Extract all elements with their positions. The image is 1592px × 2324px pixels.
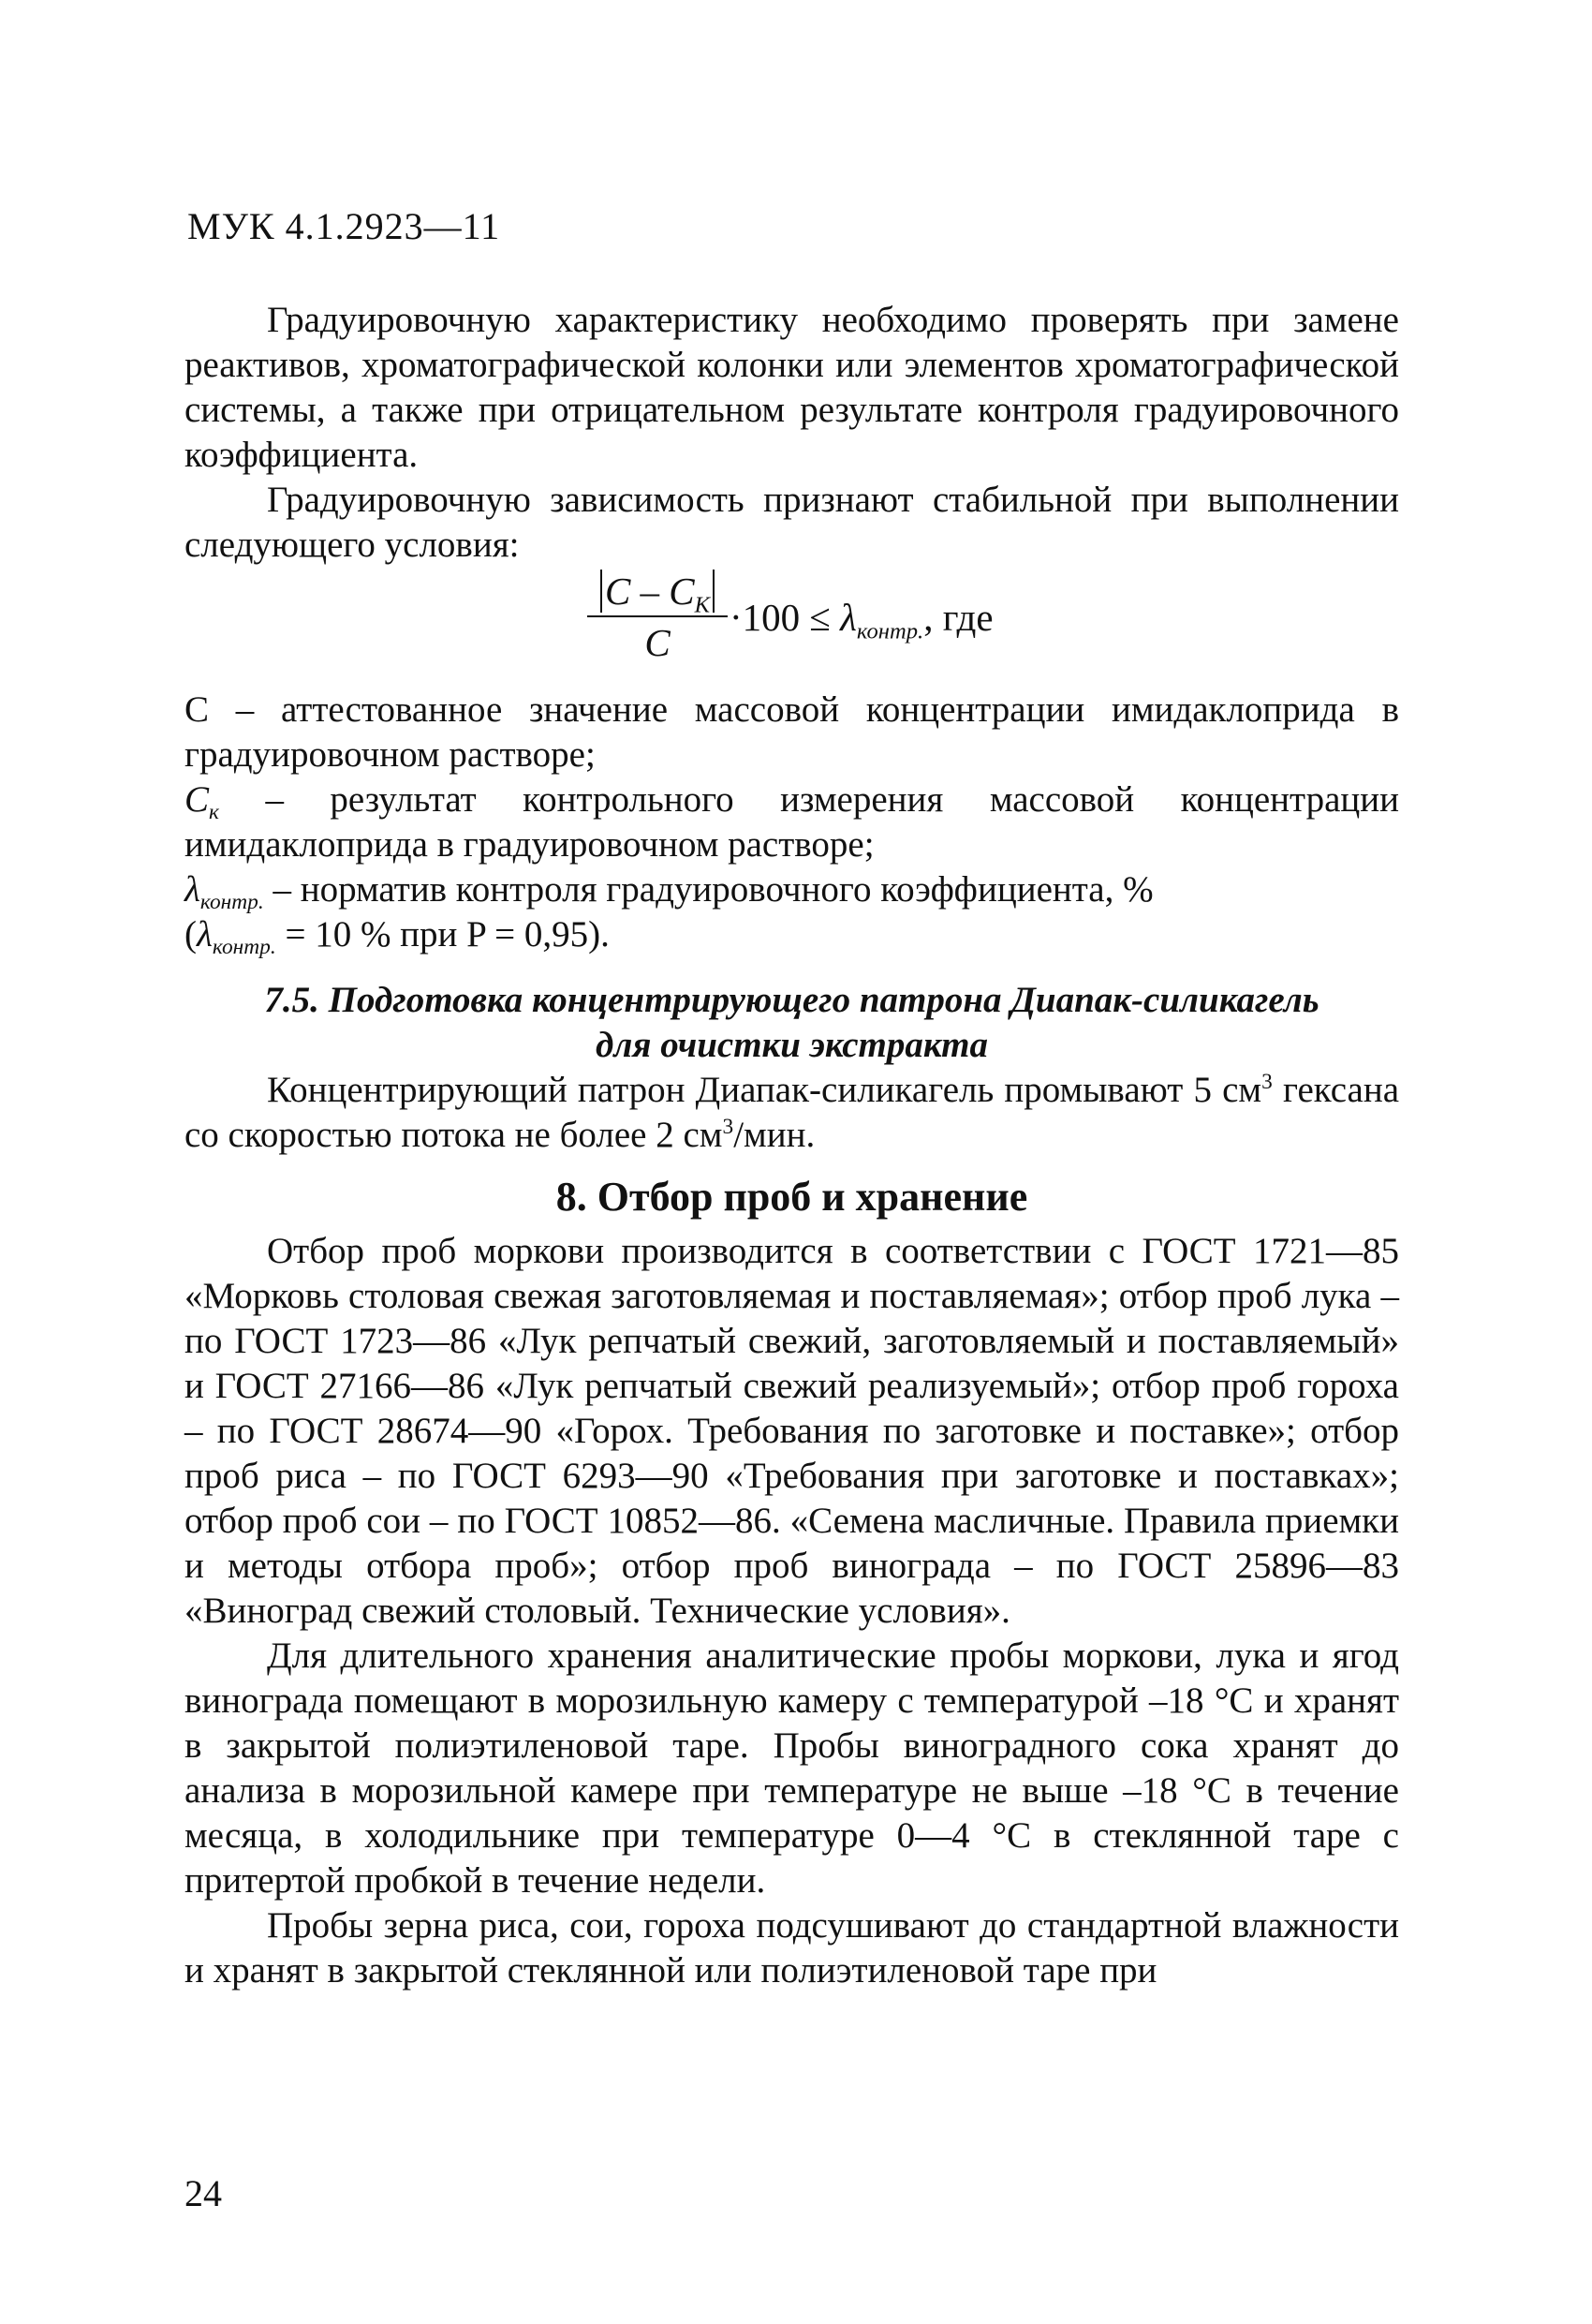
paragraph-stability-condition: Градуировочную зависимость признают стабильной при выполнении следующего условия: xyxy=(184,480,1399,565)
section-7-5-heading-line1: 7.5. Подготовка концентрирующего патрона Диапак-силикагель xyxy=(264,980,1319,1020)
formula-definitions xyxy=(184,688,1399,960)
section-7-5-heading-line2: для очистки экстракта xyxy=(596,1025,988,1065)
paragraph-cartridge-wash: Концентрирующий патрон Диапак-силикагель промывают 5 $см^3$ гексана со скоростью потока не более 2 $см^3$/мин. xyxy=(184,1069,1400,1155)
paragraph-grain-storage: Пробы зерна риса, сои, гороха подсушивают до стандартной влажности и хранят в закрытой стеклянной или полиэтиленовой таре при xyxy=(184,1905,1399,1991)
intro-text xyxy=(184,298,1399,568)
section-7-5-text xyxy=(184,1068,1399,1158)
formula-denominator: C xyxy=(644,621,671,664)
stability-formula xyxy=(587,569,1055,681)
section-8-text xyxy=(184,1229,1399,1993)
definition-ck: $C_к$ – результат контрольного измерения массовой концентрации имидаклоприда в градуировочном растворе; xyxy=(184,779,1399,865)
page-number: 24 xyxy=(184,2172,222,2214)
formula-right-side: $\cdot 100 \le \lambda_{контр.}$, где xyxy=(730,596,994,644)
section-8-heading: 8. Отбор проб и хранение xyxy=(555,1174,1028,1220)
section-7-5-heading xyxy=(184,978,1399,1068)
definition-c: C – аттестованное значение массовой концентрации имидаклоприда в градуировочном растворе; xyxy=(184,689,1399,775)
definition-lambda: $\lambda_{контр.}$ – норматив контроля градуировочного коэффициента, % ($\lambda_{контр.} = 10$ % при P = 0,95). xyxy=(184,869,1154,960)
formula-fraction xyxy=(587,569,728,666)
formula-numerator: C – $C_K$ xyxy=(587,569,728,614)
paragraph-storage: Для длительного хранения аналитические пробы моркови, лука и ягод винограда помещают в морозильную камеру с температурой –18 °С и хранят в закрытой полиэтиленовой таре. Пробы виноградного сока хранят до анализа в морозильной камере при температуре не выше –18 °С в течение месяца, в холодильнике при температуре 0—4 °С в стеклянной таре с притертой пробкой в течение недели. xyxy=(184,1636,1399,1901)
paragraph-sampling-standards: Отбор проб моркови производится в соответствии с ГОСТ 1721—85 «Морковь столовая свежая заготовляемая и поставляемая»; отбор проб лука – по ГОСТ 1723—86 «Лук репчатый свежий, заготовляемый и поставляемый» и ГОСТ 27166—86 «Лук репчатый свежий реализуемый»; отбор проб гороха – по ГОСТ 28674—90 «Горох. Требования по заготовке и поставке»; отбор проб риса – по ГОСТ 6293—90 «Требования при заготовке и поставках»; отбор проб сои – по ГОСТ 10852—86. «Семена масличные. Правила приемки и методы отбора проб»; отбор проб винограда – по ГОСТ 25896—83 «Виноград свежий столовый. Технические условия». xyxy=(184,1231,1399,1631)
document-code: МУК 4.1.2923—11 xyxy=(187,205,501,247)
paragraph-calibration-check: Градуировочную характеристику необходимо проверять при замене реактивов, хроматографической колонки или элементов хроматографической системы, а также при отрицательном результате контроля градуировочного коэффициента. xyxy=(184,300,1399,475)
